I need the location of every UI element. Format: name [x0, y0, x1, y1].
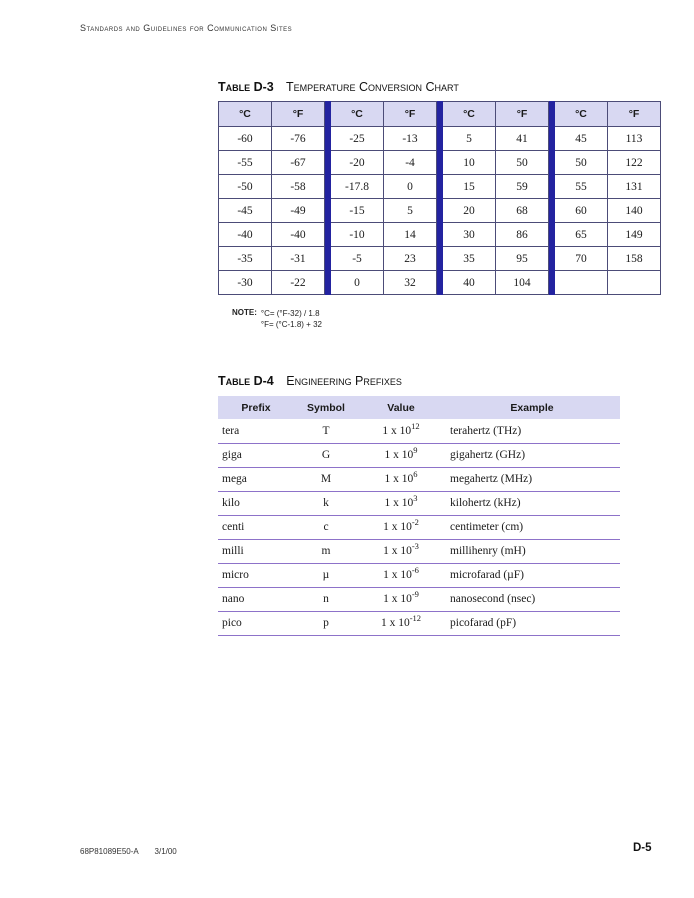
temp-cell: 23	[384, 247, 437, 271]
temp-cell: 50	[496, 151, 549, 175]
temp-cell: 95	[496, 247, 549, 271]
value-cell	[358, 491, 444, 515]
temp-cell: -22	[272, 271, 325, 295]
temp-cell: 65	[555, 223, 608, 247]
value-base: 1 x 10	[384, 497, 414, 509]
example-cell: millihenry (mH)	[444, 539, 620, 563]
value-cell	[358, 419, 444, 443]
value-cell	[358, 443, 444, 467]
engineering-prefixes-table	[218, 396, 620, 636]
value-cell	[358, 587, 444, 611]
prefix-cell: pico	[218, 611, 294, 635]
example-cell: megahertz (MHz)	[444, 467, 620, 491]
example-cell: kilohertz (kHz)	[444, 491, 620, 515]
example-cell: gigahertz (GHz)	[444, 443, 620, 467]
temp-cell: -55	[219, 151, 272, 175]
example-cell: picofarad (pF)	[444, 611, 620, 635]
prefix-col-header: Example	[444, 396, 620, 419]
temp-cell: -17.8	[331, 175, 384, 199]
prefix-col-header: Prefix	[218, 396, 294, 419]
temp-cell: -13	[384, 127, 437, 151]
value-exponent: -2	[411, 517, 419, 528]
value-exponent: 6	[413, 469, 418, 480]
value-exponent: 12	[411, 420, 420, 431]
temp-table-row	[219, 199, 661, 223]
prefix-col-header: Symbol	[294, 396, 358, 419]
footer-doc-number: 68P81089E50-A	[80, 847, 139, 856]
example-cell: microfarad (µF)	[444, 563, 620, 587]
temp-table-row	[219, 271, 661, 295]
value-exponent: -6	[411, 565, 419, 576]
temp-table-header-row	[219, 102, 661, 127]
temp-cell: -50	[219, 175, 272, 199]
temp-table-row	[219, 247, 661, 271]
symbol-cell: µ	[294, 563, 358, 587]
symbol-cell: G	[294, 443, 358, 467]
temp-cell: 158	[608, 247, 661, 271]
temp-cell: -40	[219, 223, 272, 247]
prefix-table-row	[218, 419, 620, 443]
prefix-table-row	[218, 563, 620, 587]
table-d4-label: Table D-4	[218, 374, 274, 388]
value-cell	[358, 563, 444, 587]
temp-cell: 20	[443, 199, 496, 223]
page-number: D-5	[633, 842, 652, 854]
value-base: 1 x 10	[383, 593, 412, 605]
temp-cell: -49	[272, 199, 325, 223]
value-base: 1 x 10	[382, 424, 412, 437]
value-base: 1 x 10	[383, 521, 412, 533]
table-d4-caption	[218, 374, 402, 388]
value-cell	[358, 611, 444, 635]
temp-cell: 104	[496, 271, 549, 295]
prefix-cell: nano	[218, 587, 294, 611]
temp-cell: 50	[555, 151, 608, 175]
temp-cell: -15	[331, 199, 384, 223]
example-cell: terahertz (THz)	[444, 419, 620, 443]
temp-col-header: °C	[331, 102, 384, 127]
prefix-table-row	[218, 443, 620, 467]
temperature-conversion-table	[218, 101, 661, 295]
value-cell	[358, 539, 444, 563]
symbol-cell: c	[294, 515, 358, 539]
symbol-cell: k	[294, 491, 358, 515]
temp-col-header: °C	[555, 102, 608, 127]
value-exponent: -12	[409, 613, 422, 624]
footer-date: 3/1/00	[154, 847, 177, 856]
temp-table-row	[219, 151, 661, 175]
value-base: 1 x 10	[384, 449, 414, 461]
temp-col-header: °F	[496, 102, 549, 127]
temp-cell: 68	[496, 199, 549, 223]
temp-cell: -20	[331, 151, 384, 175]
temp-cell: 113	[608, 127, 661, 151]
temp-cell: -45	[219, 199, 272, 223]
temp-cell: 122	[608, 151, 661, 175]
note-formula-celsius: °C= (°F-32) / 1.8	[260, 309, 320, 318]
value-base: 1 x 10	[380, 617, 410, 629]
temp-cell: 30	[443, 223, 496, 247]
temp-col-header: °F	[608, 102, 661, 127]
temp-cell: 140	[608, 199, 661, 223]
temp-cell: 40	[443, 271, 496, 295]
value-exponent: 3	[413, 493, 418, 504]
temp-cell: 86	[496, 223, 549, 247]
temp-cell: -5	[331, 247, 384, 271]
prefix-cell: kilo	[218, 491, 294, 515]
symbol-cell: p	[294, 611, 358, 635]
temp-cell: 14	[384, 223, 437, 247]
temp-cell: 55	[555, 175, 608, 199]
prefix-cell: micro	[218, 563, 294, 587]
temp-cell: -60	[219, 127, 272, 151]
value-base: 1 x 10	[383, 545, 412, 557]
temp-cell: 59	[496, 175, 549, 199]
temp-col-header: °C	[219, 102, 272, 127]
temp-table-row	[219, 127, 661, 151]
running-header: Standards and Guidelines for Communication Sites	[80, 23, 293, 33]
temp-table-body	[219, 127, 661, 295]
temp-cell	[608, 271, 661, 295]
value-exponent: -9	[411, 589, 419, 600]
value-base: 1 x 10	[384, 473, 414, 485]
temp-cell: -4	[384, 151, 437, 175]
temp-cell	[555, 271, 608, 295]
symbol-cell: M	[294, 467, 358, 491]
temp-cell: 5	[443, 127, 496, 151]
temp-cell: -30	[219, 271, 272, 295]
prefix-cell: mega	[218, 467, 294, 491]
temp-cell: -58	[272, 175, 325, 199]
conversion-note	[232, 308, 322, 330]
temp-cell: -31	[272, 247, 325, 271]
prefix-table-row	[218, 539, 620, 563]
example-cell: nanosecond (nsec)	[444, 587, 620, 611]
temp-cell: 70	[555, 247, 608, 271]
note-formula-fahrenheit: °F= (°C-1.8) + 32	[260, 320, 322, 330]
table-d3-title: Temperature Conversion Chart	[286, 80, 459, 94]
prefix-cell: giga	[218, 443, 294, 467]
prefix-cell: milli	[218, 539, 294, 563]
temp-col-header: °F	[384, 102, 437, 127]
temp-cell: 32	[384, 271, 437, 295]
table-d3-caption	[218, 80, 459, 94]
symbol-cell: m	[294, 539, 358, 563]
value-exponent: -3	[411, 541, 419, 552]
prefix-table-header-row	[218, 396, 620, 419]
note-formulas	[261, 308, 322, 330]
prefix-cell: tera	[218, 419, 294, 443]
temp-cell: 35	[443, 247, 496, 271]
temp-col-header: °C	[443, 102, 496, 127]
temp-cell: -40	[272, 223, 325, 247]
temp-cell: 131	[608, 175, 661, 199]
temp-cell: -67	[272, 151, 325, 175]
example-cell: centimeter (cm)	[444, 515, 620, 539]
temp-cell: 41	[496, 127, 549, 151]
temp-cell: 15	[443, 175, 496, 199]
temp-table-row	[219, 223, 661, 247]
temp-cell: 149	[608, 223, 661, 247]
temp-cell: 0	[331, 271, 384, 295]
prefix-table-row	[218, 491, 620, 515]
note-label: NOTE:	[232, 308, 257, 317]
temp-cell: 10	[443, 151, 496, 175]
temp-cell: 45	[555, 127, 608, 151]
temp-cell: -10	[331, 223, 384, 247]
prefix-table-body	[218, 419, 620, 635]
symbol-cell: T	[294, 419, 358, 443]
temp-table-row	[219, 175, 661, 199]
prefix-col-header: Value	[358, 396, 444, 419]
temp-cell: 60	[555, 199, 608, 223]
value-exponent: 9	[413, 445, 418, 456]
prefix-table-row	[218, 611, 620, 635]
prefix-cell: centi	[218, 515, 294, 539]
temp-cell: -76	[272, 127, 325, 151]
temp-col-header: °F	[272, 102, 325, 127]
temp-cell: 0	[384, 175, 437, 199]
value-base: 1 x 10	[383, 569, 412, 581]
table-d4-title: Engineering Prefixes	[286, 374, 402, 388]
value-cell	[358, 467, 444, 491]
temp-cell: -35	[219, 247, 272, 271]
prefix-table-row	[218, 587, 620, 611]
symbol-cell: n	[294, 587, 358, 611]
prefix-table-row	[218, 467, 620, 491]
temp-cell: 5	[384, 199, 437, 223]
footer-doc-info	[80, 847, 177, 856]
table-d3-label: Table D-3	[218, 80, 274, 94]
value-cell	[358, 515, 444, 539]
prefix-table-row	[218, 515, 620, 539]
temp-cell: -25	[331, 127, 384, 151]
